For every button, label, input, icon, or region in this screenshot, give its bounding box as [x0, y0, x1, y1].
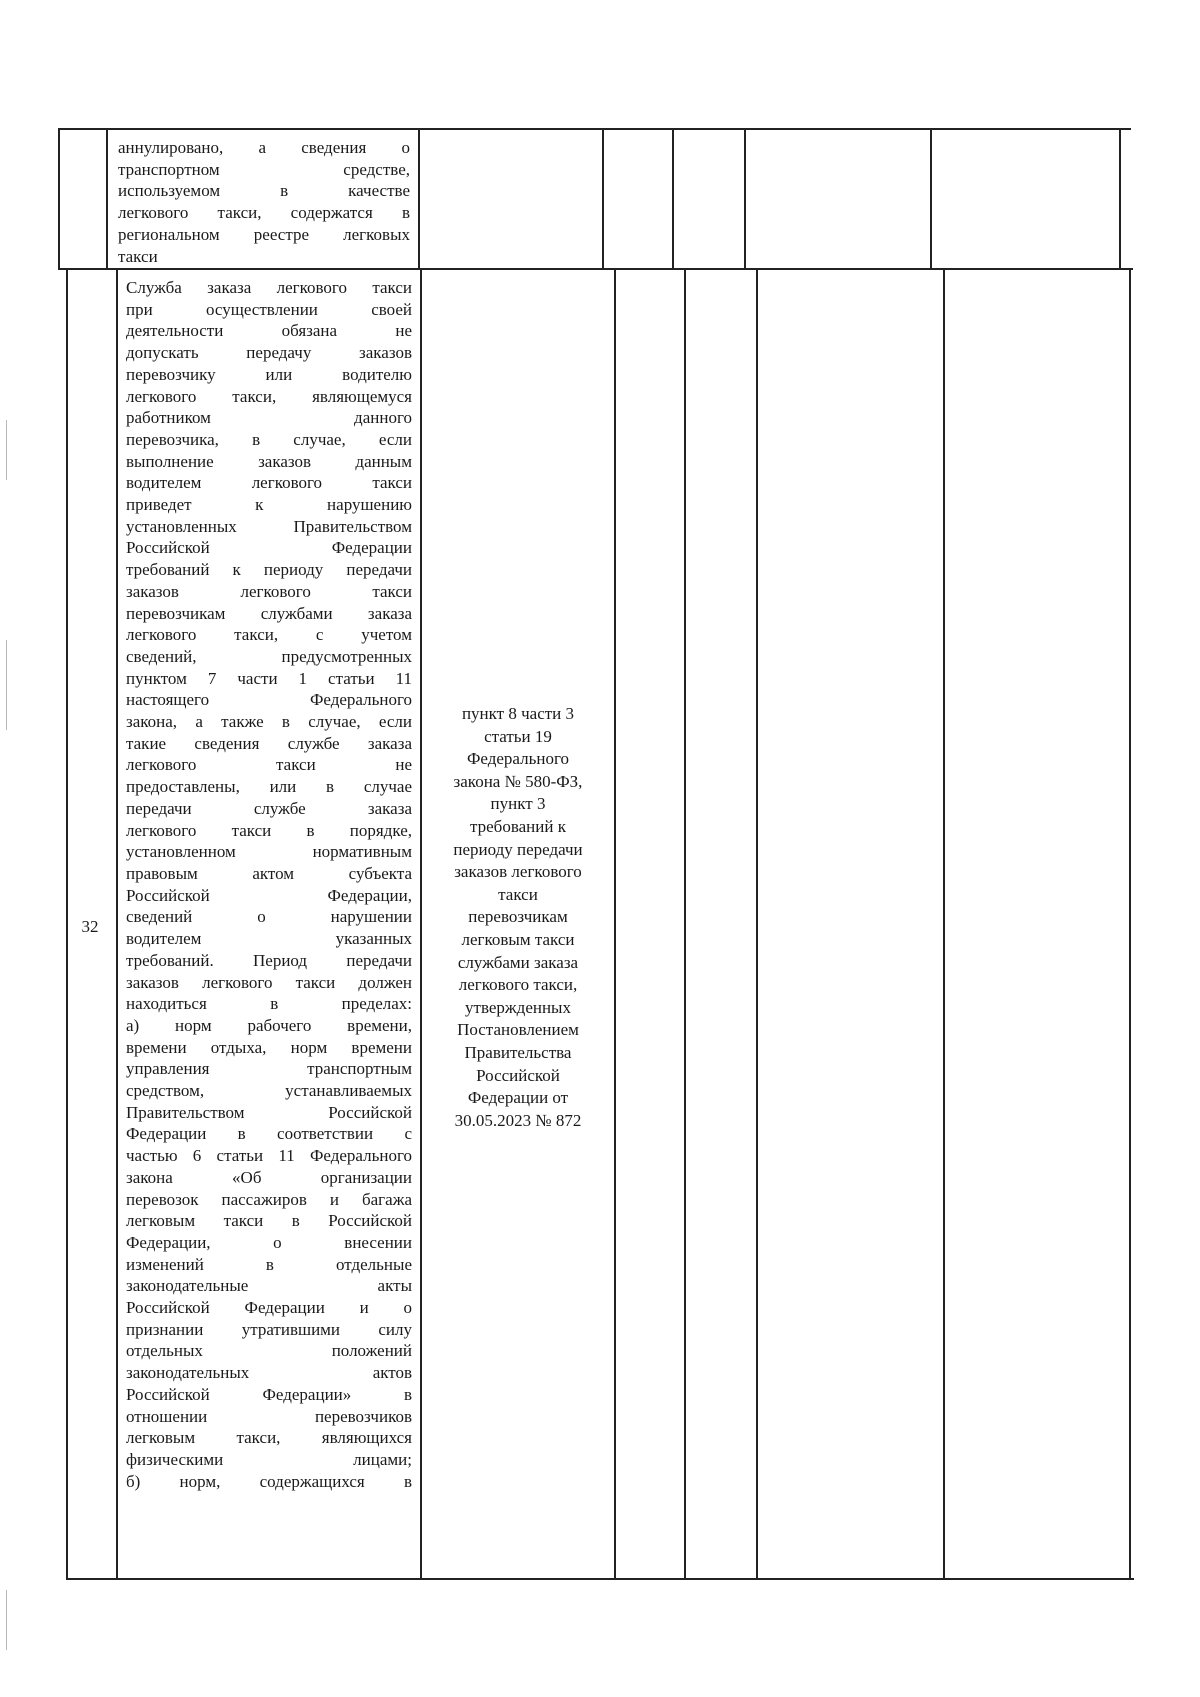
text-line: легкового такси,: [458, 975, 578, 995]
text-line: находиться в пределах:: [126, 994, 412, 1014]
text-line: Правительства: [464, 1042, 572, 1062]
text-line: частью 6 статьи 11 Федерального: [126, 1146, 412, 1166]
text-line: Российской Федерации,: [126, 885, 412, 905]
text-line: такси: [498, 884, 538, 904]
text-line: выполнение заказов данным: [126, 451, 412, 471]
text-line: заказов легкового такси должен: [126, 972, 412, 992]
text-line: законодательные акты: [126, 1276, 412, 1296]
text-line: изменений в отдельные: [126, 1254, 412, 1274]
col-border: [672, 128, 674, 269]
text-line: легкового такси в порядке,: [126, 820, 412, 840]
requirement-text: [126, 277, 412, 1492]
text-line: предоставлены, или в случае: [126, 777, 412, 797]
text-line: закона № 580-ФЗ,: [453, 771, 583, 791]
text-line: пунктом 7 части 1 статьи 11: [126, 668, 412, 688]
text-line: используемом в качестве: [118, 181, 410, 201]
text-line: Российской: [476, 1065, 560, 1085]
text-line: при осуществлении своей: [126, 299, 412, 319]
col-border: [930, 128, 932, 269]
col-border: [614, 268, 616, 1579]
text-line: Федерации, о внесении: [126, 1232, 412, 1252]
col-border: [684, 268, 686, 1579]
text-line: легкового такси, являющемуся: [126, 386, 412, 406]
text-line: легковым такси в Российской: [126, 1211, 412, 1231]
col-border: [116, 268, 118, 1579]
text-line: закона «Об организации: [126, 1167, 412, 1187]
text-line: работником данного: [126, 408, 412, 428]
text-line: перевозок пассажиров и багажа: [126, 1189, 412, 1209]
text-line: приведет к нарушению: [126, 495, 412, 515]
col-border: [418, 128, 420, 269]
binding-mark: [6, 640, 7, 730]
text-line: Федерального: [466, 749, 570, 769]
text-line: легкового такси, с учетом: [126, 625, 412, 645]
text-line: установленных Правительством: [126, 516, 412, 536]
text-line: требований. Период передачи: [126, 950, 412, 970]
text-line: Федерации от: [467, 1088, 569, 1108]
text-line: легкового такси не: [126, 755, 412, 775]
text-line: б) норм, содержащихся в: [126, 1471, 412, 1491]
text-line: отношении перевозчиков: [126, 1406, 412, 1426]
text-line: такси: [118, 246, 158, 266]
text-line: перевозчика, в случае, если: [126, 429, 412, 449]
binding-mark: [6, 1590, 7, 1650]
col-border: [106, 128, 108, 269]
text-line: периоду передачи: [453, 839, 583, 859]
text-line: правовым актом субъекта: [126, 863, 412, 883]
text-line: Российской Федерации и о: [126, 1298, 412, 1318]
text-line: транспортном средстве,: [118, 159, 410, 179]
text-line: заказов легкового: [454, 862, 582, 882]
text-line: управления транспортным: [126, 1059, 412, 1079]
text-line: законодательных актов: [126, 1363, 412, 1383]
text-line: легковым такси: [461, 929, 575, 949]
text-line: средством, устанавливаемых: [126, 1081, 412, 1101]
table-border-top: [58, 128, 1131, 130]
row-divider: [58, 268, 1133, 270]
text-line: водителем указанных: [126, 929, 412, 949]
col-border: [1129, 268, 1131, 1579]
text-line: региональном реестре легковых: [118, 224, 410, 244]
row-number: 32: [81, 917, 99, 936]
text-line: перевозчику или водителю: [126, 364, 412, 384]
text-line: пункт 3: [490, 794, 546, 814]
text-line: Постановлением: [457, 1020, 579, 1040]
text-line: перевозчикам службами заказа: [126, 603, 412, 623]
legal-basis-text: [430, 703, 606, 1132]
binding-mark: [6, 420, 7, 480]
text-line: сведений о нарушении: [126, 907, 412, 927]
text-line: 30.05.2023 № 872: [454, 1110, 582, 1130]
text-line: Российской Федерации» в: [126, 1384, 412, 1404]
text-line: легковым такси, являющихся: [126, 1428, 412, 1448]
col-border: [1119, 128, 1121, 269]
text-line: легкового такси, содержатся в: [118, 203, 410, 223]
text-line: водителем легкового такси: [126, 473, 412, 493]
text-line: допускать передачу заказов: [126, 343, 412, 363]
text-line: настоящего Федерального: [126, 690, 412, 710]
text-line: отдельных положений: [126, 1341, 412, 1361]
text-line: требований к: [470, 816, 566, 836]
text-line: физическими лицами;: [126, 1449, 412, 1469]
text-line: такие сведения службе заказа: [126, 733, 412, 753]
text-line: Федерации в соответствии с: [126, 1124, 412, 1144]
text-line: утвержденных: [465, 997, 571, 1017]
col-border: [602, 128, 604, 269]
text-line: Правительством Российской: [126, 1102, 412, 1122]
col-border: [58, 128, 60, 269]
text-line: аннулировано, а сведения о: [118, 138, 410, 157]
text-line: пункт 8 части 3: [461, 704, 575, 723]
col-border: [943, 268, 945, 1579]
text-line: требований к периоду передачи: [126, 560, 412, 580]
requirement-text-continued: [118, 137, 410, 267]
text-line: Российской Федерации: [126, 538, 412, 558]
text-line: статьи 19: [484, 726, 552, 746]
text-line: а) норм рабочего времени,: [126, 1015, 412, 1035]
col-border: [66, 268, 68, 1579]
table-border-bottom: [66, 1578, 1134, 1580]
col-border: [756, 268, 758, 1579]
text-line: передачи службе заказа: [126, 798, 412, 818]
text-line: закона, а также в случае, если: [126, 712, 412, 732]
col-border: [420, 268, 422, 1579]
text-line: деятельности обязана не: [126, 321, 412, 341]
text-line: службами заказа: [457, 952, 579, 972]
col-border: [744, 128, 746, 269]
text-line: Служба заказа легкового такси: [126, 278, 412, 297]
text-line: сведений, предусмотренных: [126, 646, 412, 666]
text-line: установленном нормативным: [126, 842, 412, 862]
text-line: заказов легкового такси: [126, 581, 412, 601]
text-line: времени отдыха, норм времени: [126, 1037, 412, 1057]
text-line: признании утратившими силу: [126, 1319, 412, 1339]
text-line: перевозчикам: [468, 907, 568, 927]
